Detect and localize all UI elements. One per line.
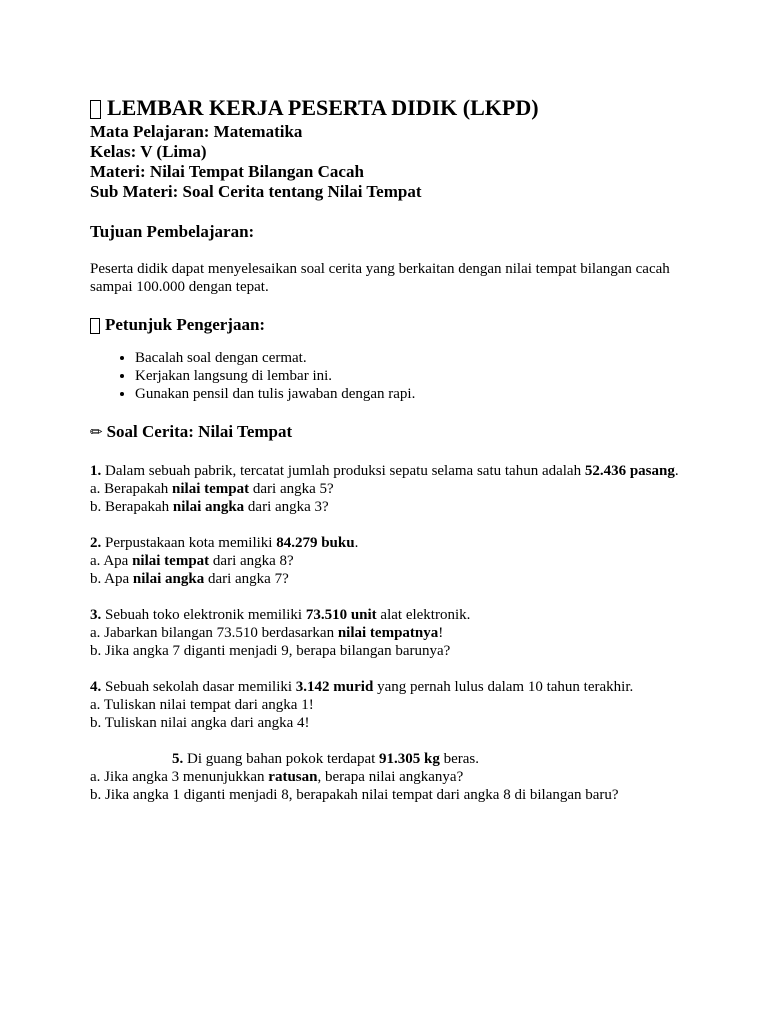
instruction-item: • Bacalah soal dengan cermat. (135, 349, 690, 367)
sub-question-b: b. Jika angka 1 diganti menjadi 8, berapakah nilai tempat dari angka 8 di bilangan baru? (90, 787, 619, 803)
sub-question-a (90, 624, 690, 642)
story-problems-heading (90, 422, 690, 442)
learning-objective-text: Peserta didik dapat menyelesaikan soal cerita yang berkaitan dengan nilai tempat bilangan cacah sampai 100.000 dengan tepat. (90, 261, 670, 295)
question-text: Dalam sebuah pabrik, tercatat jumlah produksi sepatu selama satu tahun adalah (101, 463, 585, 479)
sub-question-highlight: nilai tempat (132, 553, 210, 569)
sub-question-highlight: nilai angka (172, 499, 245, 515)
instruction-item: • Gunakan pensil dan tulis jawaban dengan rapi. (135, 385, 690, 403)
question-number: 2. (90, 535, 102, 551)
question-text: . (674, 463, 679, 479)
question-highlight: 91.305 kg (379, 751, 440, 767)
question-text: Di guang bahan pokok terdapat (183, 751, 380, 767)
sub-question-text: dari angka 8? (209, 553, 294, 569)
question-2 (90, 534, 690, 588)
sub-question-a (90, 768, 690, 786)
material-line: Materi: Nilai Tempat Bilangan Cacah (90, 162, 364, 181)
story-problems-heading-text: Soal Cerita: Nilai Tempat (106, 422, 293, 441)
question-stem (90, 678, 690, 696)
sub-question-b (90, 570, 690, 588)
question-number: 4. (90, 679, 102, 695)
sub-question-a: a. Tuliskan nilai tempat dari angka 1! (90, 697, 314, 713)
worksheet-page (90, 94, 690, 804)
question-4 (90, 678, 690, 732)
sub-question-a (90, 480, 690, 498)
instructions-heading (90, 315, 690, 335)
question-text: alat elektronik. (376, 607, 471, 623)
sub-question-text: b. Berapakah (90, 499, 173, 515)
instructions-list (90, 349, 690, 403)
question-number: 1. (90, 463, 102, 479)
question-text: . (354, 535, 359, 551)
worksheet-title-text: LEMBAR KERJA PESERTA DIDIK (LKPD) (107, 95, 539, 120)
sub-question-text: , berapa nilai angkanya? (317, 769, 464, 785)
question-number: 3. (90, 607, 102, 623)
question-1 (90, 462, 690, 516)
missing-glyph-icon (90, 318, 100, 334)
sub-question-text: ! (438, 625, 444, 641)
question-text: Sebuah toko elektronik memiliki (101, 607, 306, 623)
sub-question-b: b. Jika angka 7 diganti menjadi 9, berapa bilangan barunya? (90, 643, 451, 659)
instructions-heading-text: Petunjuk Pengerjaan: (105, 315, 266, 334)
sub-question-text: a. Berapakah (90, 481, 173, 497)
question-text: beras. (439, 751, 480, 767)
sub-question-text: dari angka 5? (249, 481, 334, 497)
question-text: Sebuah sekolah dasar memiliki (101, 679, 296, 695)
question-number: 5. (172, 751, 184, 767)
question-5 (90, 750, 690, 804)
question-highlight: 52.436 pasang (584, 463, 675, 479)
sub-question-highlight: ratusan (268, 769, 318, 785)
question-text: yang pernah lulus dalam 10 tahun terakhir. (373, 679, 634, 695)
sub-question-highlight: nilai tempatnya (337, 625, 439, 641)
question-highlight: 73.510 unit (305, 607, 377, 623)
sub-question-text: b. Apa (90, 571, 133, 587)
question-stem (90, 462, 690, 480)
question-stem (90, 534, 690, 552)
question-3 (90, 606, 690, 660)
sub-question-b: b. Tuliskan nilai angka dari angka 4! (90, 715, 310, 731)
worksheet-title (90, 94, 690, 122)
question-highlight: 3.142 murid (295, 679, 374, 695)
sub-question-highlight: nilai tempat (172, 481, 250, 497)
sub-question-text: dari angka 7? (204, 571, 289, 587)
sub-question-text: dari angka 3? (244, 499, 329, 515)
sub-question-highlight: nilai angka (132, 571, 205, 587)
sub-question-b (90, 498, 690, 516)
class-line: Kelas: V (Lima) (90, 142, 207, 161)
subject-line: Mata Pelajaran: Matematika (90, 122, 303, 141)
sub-question-text: a. Jabarkan bilangan 73.510 berdasarkan (90, 625, 338, 641)
question-stem (90, 606, 690, 624)
sub-question-text: a. Apa (90, 553, 133, 569)
pencil-icon: ✏ (90, 423, 103, 441)
sub-question-a (90, 552, 690, 570)
question-highlight: 84.279 buku (276, 535, 355, 551)
sub-question-text: a. Jika angka 3 menunjukkan (90, 769, 269, 785)
question-stem (90, 750, 690, 768)
question-text: Perpustakaan kota memiliki (101, 535, 277, 551)
learning-objective-heading: Tujuan Pembelajaran: (90, 222, 255, 241)
sub-material-line: Sub Materi: Soal Cerita tentang Nilai Tempat (90, 182, 422, 201)
instruction-item: • Kerjakan langsung di lembar ini. (135, 367, 690, 385)
missing-glyph-icon (90, 100, 101, 119)
